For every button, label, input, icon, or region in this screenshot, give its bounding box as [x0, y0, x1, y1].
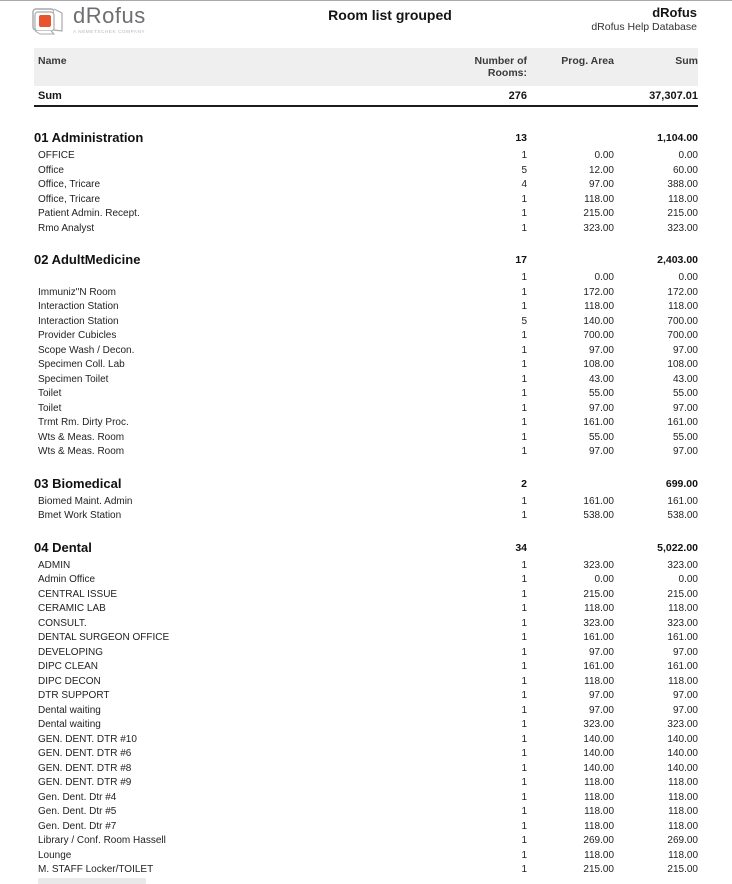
cell-number-of-rooms: 1: [521, 748, 527, 759]
table-row: [34, 207, 698, 222]
clipped-row-remnant: [38, 878, 146, 884]
cell-sum: 97.00: [672, 446, 698, 457]
table-row: [34, 315, 698, 330]
cell-number-of-rooms: 1: [521, 617, 527, 629]
cell-sum: 118.00: [668, 675, 698, 687]
table-row: [34, 416, 698, 431]
table-row: [34, 445, 698, 460]
cell-number-of-rooms: 1: [521, 373, 527, 385]
cell-sum: 60.00: [672, 164, 698, 176]
table-row: [34, 358, 698, 373]
cell-room-name: DENTAL SURGEON OFFICE: [38, 632, 170, 643]
cell-number-of-rooms: 1: [521, 820, 527, 832]
cell-number-of-rooms: 1: [521, 588, 527, 600]
cell-prog-area: 55.00: [588, 388, 614, 399]
cell-room-name: Admin Office: [38, 574, 96, 585]
cell-prog-area: 12.00: [588, 164, 614, 176]
cell-sum: 118.00: [668, 777, 698, 788]
table-row: [34, 834, 698, 849]
table-row: [34, 689, 698, 704]
grand-total-prog-area: [527, 90, 614, 105]
cell-number-of-rooms: 1: [521, 495, 527, 507]
cell-sum: 140.00: [667, 733, 698, 745]
group-sum: 699.00: [665, 477, 698, 490]
cell-room-name: Specimen Coll. Lab: [38, 359, 125, 370]
cell-room-name: DEVELOPING: [38, 646, 104, 658]
cell-number-of-rooms: 1: [521, 646, 527, 658]
cell-prog-area: 0.00: [594, 150, 614, 161]
cell-room-name: CONSULT.: [38, 617, 87, 629]
group-header-row: [34, 127, 698, 149]
cell-room-name: Dental waiting: [38, 719, 101, 730]
group-section: [34, 127, 698, 236]
cell-number-of-rooms: 1: [521, 806, 527, 817]
table-row: [34, 718, 698, 733]
cell-number-of-rooms: 1: [521, 849, 527, 861]
group-title: 01 Administration: [34, 130, 144, 145]
table-row: [34, 704, 698, 719]
cell-prog-area: 97.00: [588, 446, 614, 457]
cell-prog-area: 97.00: [588, 179, 614, 190]
cell-number-of-rooms: 1: [521, 733, 527, 745]
group-sum: 5,022.00: [657, 541, 698, 554]
cell-room-name: CERAMIC LAB: [38, 603, 106, 614]
cell-prog-area: 118.00: [584, 675, 614, 687]
cell-prog-area: 118.00: [584, 849, 614, 861]
cell-prog-area: 215.00: [583, 588, 614, 600]
cell-prog-area: 172.00: [583, 286, 614, 298]
cell-room-name: GEN. DENT. DTR #8: [38, 762, 132, 774]
cell-sum: 118.00: [668, 849, 698, 861]
group-section: [34, 249, 698, 460]
cell-number-of-rooms: 1: [521, 559, 527, 571]
cell-room-name: Toilet: [38, 388, 62, 399]
table-header-row: [34, 48, 698, 86]
cell-room-name: Bmet Work Station: [38, 510, 122, 521]
cell-prog-area: 269.00: [583, 835, 614, 846]
table-row: [34, 387, 698, 402]
cell-sum: 388.00: [667, 179, 698, 190]
cell-prog-area: 97.00: [588, 344, 614, 356]
cell-number-of-rooms: 1: [521, 417, 527, 428]
cell-sum: 215.00: [667, 588, 698, 600]
cell-sum: 118.00: [668, 193, 698, 205]
cell-number-of-rooms: 1: [521, 661, 527, 672]
group-sum: 2,403.00: [657, 254, 698, 266]
cell-number-of-rooms: 1: [521, 208, 527, 219]
cell-room-name: [34, 271, 467, 286]
group-header-row: [34, 249, 698, 271]
cell-number-of-rooms: 1: [521, 510, 527, 521]
cell-sum: 118.00: [668, 791, 698, 803]
header-right-subtitle: dRofus Help Database: [591, 21, 697, 33]
cell-prog-area: 161.00: [583, 661, 614, 672]
cell-number-of-rooms: 1: [521, 704, 527, 716]
column-header-number-of-rooms: Number of Rooms:: [474, 55, 527, 79]
grand-total-row: [34, 86, 698, 107]
cell-prog-area: 118.00: [584, 820, 614, 832]
cell-room-name: GEN. DENT. DTR #9: [38, 777, 132, 788]
cell-number-of-rooms: 1: [521, 344, 527, 356]
cell-room-name: Biomed Maint. Admin: [38, 495, 133, 507]
cell-number-of-rooms: 1: [521, 388, 527, 399]
cell-number-of-rooms: 1: [521, 359, 527, 370]
group-rooms-count: 17: [515, 254, 527, 266]
cell-room-name: Rmo Analyst: [38, 222, 95, 234]
grand-total-label: Sum: [38, 90, 62, 102]
cell-number-of-rooms: 1: [521, 632, 527, 643]
table-row: [34, 573, 698, 588]
cell-sum: 215.00: [667, 864, 698, 875]
cell-sum: 97.00: [672, 704, 698, 716]
cell-prog-area: 140.00: [583, 748, 614, 759]
group-prog-area: [527, 473, 614, 495]
cell-prog-area: 323.00: [583, 559, 614, 571]
group-title: 04 Dental: [34, 539, 92, 555]
column-header-sum: Sum: [675, 55, 698, 67]
cell-room-name: Patient Admin. Recept.: [38, 208, 140, 219]
cell-prog-area: 118.00: [584, 193, 614, 205]
cell-number-of-rooms: 1: [521, 777, 527, 788]
cell-room-name: DIPC CLEAN: [38, 661, 99, 672]
table-row: [34, 178, 698, 193]
cell-room-name: DTR SUPPORT: [38, 690, 110, 701]
cell-room-name: Office: [38, 164, 64, 176]
cell-sum: 700.00: [667, 330, 698, 341]
page-title: Room list grouped: [328, 7, 452, 23]
cell-number-of-rooms: 1: [521, 402, 527, 414]
table-row: [34, 559, 698, 574]
cell-prog-area: 323.00: [583, 719, 614, 730]
cell-sum: 538.00: [667, 510, 698, 521]
cell-sum: 161.00: [667, 495, 698, 507]
table-row: [34, 776, 698, 791]
cell-prog-area: 215.00: [583, 208, 614, 219]
table-row: [34, 271, 698, 286]
cell-number-of-rooms: 1: [521, 603, 527, 614]
table-row: [34, 805, 698, 820]
cell-sum: 172.00: [667, 286, 698, 298]
groups: [34, 127, 698, 878]
cell-prog-area: 118.00: [584, 806, 614, 817]
table-row: [34, 329, 698, 344]
cell-prog-area: 140.00: [583, 315, 614, 327]
cell-number-of-rooms: 1: [521, 574, 527, 585]
table-row: [34, 675, 698, 690]
cell-prog-area: 55.00: [588, 431, 614, 443]
column-header-name: Name: [38, 55, 67, 67]
cell-sum: 55.00: [672, 431, 698, 443]
cell-sum: 140.00: [667, 748, 698, 759]
cell-sum: 323.00: [667, 719, 698, 730]
cell-number-of-rooms: 1: [521, 446, 527, 457]
cell-prog-area: 161.00: [583, 417, 614, 428]
column-header-prog-area: Prog. Area: [561, 55, 614, 67]
cell-room-name: Wts & Meas. Room: [38, 446, 125, 457]
cell-sum: 323.00: [667, 222, 698, 234]
table-row: [34, 300, 698, 315]
cell-prog-area: 700.00: [583, 330, 614, 341]
table-row: [34, 164, 698, 179]
cell-number-of-rooms: 1: [521, 286, 527, 298]
group-rooms-count: 2: [521, 477, 527, 490]
table-row: [34, 863, 698, 878]
cell-room-name: Specimen Toilet: [38, 373, 109, 385]
group-header-row: [34, 537, 698, 559]
cell-number-of-rooms: 1: [521, 330, 527, 341]
cell-number-of-rooms: 1: [521, 272, 527, 283]
cell-sum: 161.00: [667, 417, 698, 428]
cell-room-name: GEN. DENT. DTR #6: [38, 748, 132, 759]
group-prog-area: [527, 127, 614, 149]
cell-room-name: Scope Wash / Decon.: [38, 344, 135, 356]
cell-prog-area: 118.00: [584, 603, 614, 614]
cell-sum: 97.00: [672, 402, 698, 414]
cell-number-of-rooms: 1: [521, 193, 527, 205]
cell-number-of-rooms: 1: [521, 791, 527, 803]
group-section: [34, 537, 698, 878]
cell-room-name: ADMIN: [38, 559, 71, 571]
table-row: [34, 588, 698, 603]
group-prog-area: [527, 249, 614, 271]
table-row: [34, 791, 698, 806]
logo-tagline: A NEMETSCHEK COMPANY: [73, 29, 146, 34]
cell-prog-area: 0.00: [594, 574, 614, 585]
cell-room-name: Provider Cubicles: [38, 330, 117, 341]
cell-sum: 140.00: [667, 762, 698, 774]
table-row: [34, 747, 698, 762]
cell-room-name: Interaction Station: [38, 315, 119, 327]
cell-prog-area: 538.00: [583, 510, 614, 521]
cell-sum: 323.00: [667, 617, 698, 629]
cell-sum: 700.00: [667, 315, 698, 327]
cell-room-name: CENTRAL ISSUE: [38, 588, 118, 600]
header-right-brand: dRofus: [652, 5, 697, 20]
cell-room-name: Office, Tricare: [38, 179, 101, 190]
cell-number-of-rooms: 1: [521, 719, 527, 730]
cell-sum: 97.00: [672, 646, 698, 658]
cell-sum: 0.00: [678, 150, 698, 161]
cell-sum: 0.00: [678, 272, 698, 283]
group-header-row: [34, 473, 698, 495]
cell-sum: 43.00: [672, 373, 698, 385]
table-row: [34, 193, 698, 208]
cell-sum: 269.00: [667, 835, 698, 846]
cell-sum: 118.00: [668, 301, 698, 312]
cell-sum: 118.00: [668, 820, 698, 832]
table-row: [34, 495, 698, 510]
cell-prog-area: 118.00: [584, 791, 614, 803]
cell-prog-area: 0.00: [594, 272, 614, 283]
group-rooms-count: 34: [515, 541, 527, 554]
table-row: [34, 373, 698, 388]
logo-brand-text: dRofus: [73, 3, 146, 28]
cell-number-of-rooms: 1: [521, 835, 527, 846]
cell-sum: 118.00: [668, 603, 698, 614]
cell-prog-area: 323.00: [583, 222, 614, 234]
cell-room-name: Wts & Meas. Room: [38, 431, 125, 443]
cell-room-name: Lounge: [38, 849, 72, 861]
cell-prog-area: 43.00: [588, 373, 614, 385]
cell-room-name: OFFICE: [38, 150, 75, 161]
cell-number-of-rooms: 5: [521, 315, 527, 327]
cell-prog-area: 215.00: [583, 864, 614, 875]
cell-number-of-rooms: 1: [521, 301, 527, 312]
table-row: [34, 660, 698, 675]
cell-sum: 118.00: [668, 806, 698, 817]
cell-sum: 55.00: [672, 388, 698, 399]
table-row: [34, 431, 698, 446]
cell-room-name: Immuniz"N Room: [38, 286, 117, 298]
table-row: [34, 602, 698, 617]
cell-room-name: Office, Tricare: [38, 193, 101, 205]
cell-room-name: GEN. DENT. DTR #10: [38, 733, 137, 745]
table-row: [34, 762, 698, 777]
cell-prog-area: 140.00: [583, 762, 614, 774]
table-row: [34, 820, 698, 835]
cell-room-name: Toilet: [38, 402, 62, 414]
table-row: [34, 402, 698, 417]
cell-sum: 161.00: [667, 661, 698, 672]
cell-prog-area: 140.00: [583, 733, 614, 745]
page-header: [0, 1, 732, 48]
table-row: [34, 222, 698, 237]
cell-prog-area: 118.00: [584, 301, 614, 312]
cell-prog-area: 118.00: [584, 777, 614, 788]
cell-prog-area: 161.00: [583, 495, 614, 507]
cell-number-of-rooms: 1: [521, 150, 527, 161]
table-row: [34, 733, 698, 748]
cell-sum: 323.00: [667, 559, 698, 571]
cell-room-name: Gen. Dent. Dtr #4: [38, 791, 117, 803]
cell-number-of-rooms: 5: [521, 164, 527, 176]
cell-room-name: Interaction Station: [38, 301, 119, 312]
cell-room-name: Gen. Dent. Dtr #5: [38, 806, 117, 817]
cell-room-name: M. STAFF Locker/TOILET: [38, 864, 154, 875]
cell-room-name: Gen. Dent. Dtr #7: [38, 820, 117, 832]
table-row: [34, 344, 698, 359]
group-title: 03 Biomedical: [34, 475, 122, 491]
cell-sum: 161.00: [667, 632, 698, 643]
cell-number-of-rooms: 1: [521, 222, 527, 234]
grand-total-rooms: 276: [508, 90, 527, 102]
cell-prog-area: 108.00: [583, 359, 614, 370]
cell-room-name: DIPC DECON: [38, 675, 101, 687]
cell-prog-area: 97.00: [588, 646, 614, 658]
group-prog-area: [527, 537, 614, 559]
cell-prog-area: 323.00: [583, 617, 614, 629]
table-row: [34, 646, 698, 661]
cell-room-name: Dental waiting: [38, 704, 101, 716]
room-list-table: [34, 48, 698, 878]
cell-number-of-rooms: 1: [521, 675, 527, 687]
group-rooms-count: 13: [515, 132, 527, 144]
cell-number-of-rooms: 1: [521, 864, 527, 875]
header-right-block: [591, 5, 697, 34]
cell-number-of-rooms: 1: [521, 690, 527, 701]
cell-sum: 97.00: [672, 690, 698, 701]
cell-number-of-rooms: 1: [521, 762, 527, 774]
group-section: [34, 473, 698, 524]
cell-sum: 0.00: [678, 574, 698, 585]
cell-prog-area: 161.00: [583, 632, 614, 643]
group-sum: 1,104.00: [657, 132, 698, 144]
table-row: [34, 286, 698, 301]
table-row: [34, 149, 698, 164]
cell-sum: 215.00: [667, 208, 698, 219]
cell-room-name: Trmt Rm. Dirty Proc.: [38, 417, 129, 428]
grand-total-sum: 37,307.01: [649, 90, 698, 102]
cell-number-of-rooms: 1: [521, 431, 527, 443]
cell-prog-area: 97.00: [588, 402, 614, 414]
table-row: [34, 617, 698, 632]
cell-room-name: Library / Conf. Room Hassell: [38, 835, 166, 846]
group-title: 02 AdultMedicine: [34, 252, 141, 267]
table-row: [34, 849, 698, 864]
cell-prog-area: 97.00: [588, 704, 614, 716]
table-row: [34, 509, 698, 524]
cell-number-of-rooms: 4: [521, 179, 527, 190]
cell-sum: 97.00: [672, 344, 698, 356]
cell-prog-area: 97.00: [588, 690, 614, 701]
table-row: [34, 631, 698, 646]
cell-sum: 108.00: [667, 359, 698, 370]
